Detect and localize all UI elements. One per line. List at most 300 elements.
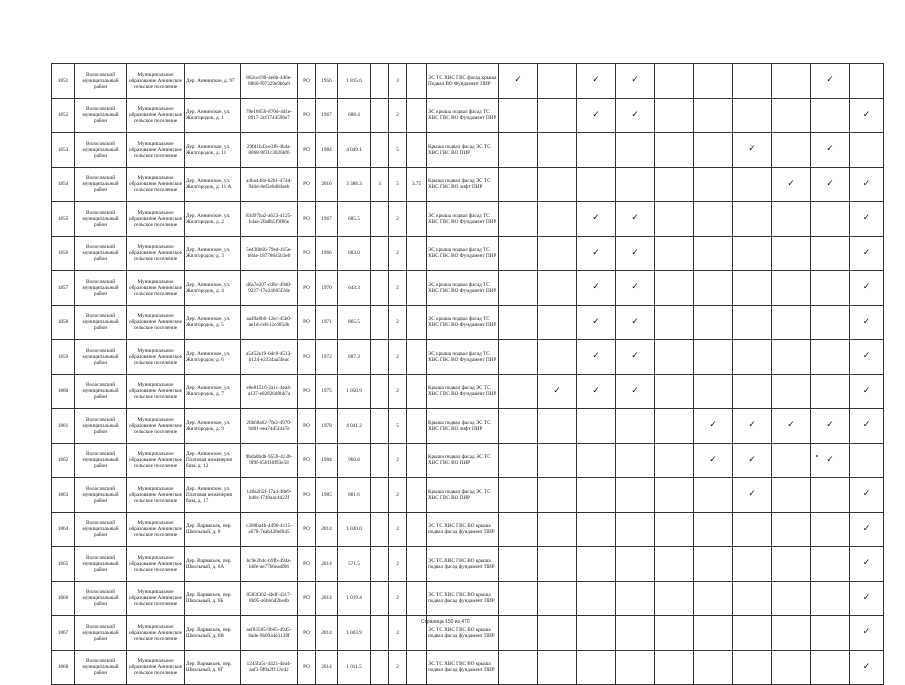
table-row xyxy=(52,650,884,685)
work-type-cell xyxy=(655,650,694,685)
area-cell: 643.3 xyxy=(338,271,371,306)
work-type-cell xyxy=(499,443,538,478)
work-type-cell xyxy=(850,202,884,237)
work-type-cell xyxy=(694,443,733,478)
checkmark-icon: ✓ xyxy=(592,351,600,362)
work-type-cell xyxy=(772,271,811,306)
coef-cell xyxy=(407,202,427,237)
work-type-cell xyxy=(655,167,694,202)
coef-cell xyxy=(407,581,427,616)
area-cell: 1 003.9 xyxy=(338,616,371,651)
work-type-cell xyxy=(655,202,694,237)
work-type-cell xyxy=(733,409,772,444)
guid-cell: c208ba4b-4d90-4115-a678-7eab428ef045 xyxy=(241,512,298,547)
coef-cell: 3.75 xyxy=(407,167,427,202)
work-type-cell xyxy=(616,650,655,685)
work-type-cell xyxy=(577,512,616,547)
table-row xyxy=(52,581,884,616)
area-cell: 1 020.0 xyxy=(338,512,371,547)
municipality-cell: Муниципальное образование Аннинское сельское поселение xyxy=(127,478,185,513)
work-type-cell xyxy=(811,271,850,306)
address-cell: Дер. Варвакъек, пер. Школьный, д. 8Г xyxy=(185,650,241,685)
area-cell: 4 041.2 xyxy=(338,409,371,444)
coef-cell xyxy=(407,443,427,478)
work-type-cell xyxy=(538,340,577,375)
work-type-cell xyxy=(772,236,811,271)
row-number: 1853 xyxy=(52,133,75,168)
checkmark-icon: ✓ xyxy=(862,627,871,638)
row-number: 1852 xyxy=(52,98,75,133)
work-type-cell xyxy=(538,616,577,651)
checkmark-icon: ✓ xyxy=(553,385,561,396)
floors-cell: 2 xyxy=(389,98,407,133)
address-cell: Дер. Аннинское, ул. Жилгородок, д. 11 xyxy=(185,133,241,168)
count-cell xyxy=(371,202,389,237)
municipality-cell: Муниципальное образование Аннинское сельское поселение xyxy=(127,547,185,582)
count-cell xyxy=(371,133,389,168)
work-type-cell xyxy=(499,409,538,444)
form-cell: РО xyxy=(298,512,316,547)
work-type-cell xyxy=(616,512,655,547)
checkmark-icon: ✓ xyxy=(862,351,871,362)
work-type-cell xyxy=(694,64,733,99)
work-type-cell xyxy=(772,581,811,616)
work-type-cell xyxy=(850,305,884,340)
form-cell: РО xyxy=(298,616,316,651)
floors-cell: 2 xyxy=(389,236,407,271)
guid-cell: a5452e19-6dc8-4513-b124-e2334aa5feac xyxy=(241,340,298,375)
work-type-cell xyxy=(499,478,538,513)
district-cell: Волосовский муниципальный район xyxy=(75,547,127,582)
works-cell: ЭС крыша подвал фасад ТС ХВС ГВС ВО Фундамент ПИР xyxy=(427,305,499,340)
table-row xyxy=(52,202,884,237)
floors-cell: 2 xyxy=(389,271,407,306)
district-cell: Волосовский муниципальный район xyxy=(75,236,127,271)
work-type-cell xyxy=(850,443,884,478)
work-type-cell xyxy=(733,443,772,478)
works-cell: ЭС крыша подвал фасад ТС ХВС ГВС ВО Фундамент ПИР xyxy=(427,236,499,271)
checkmark-icon: ✓ xyxy=(631,385,639,396)
works-cell: Крыша подвал фасад ЭС ТС ХВС ГВС ВО ПИР xyxy=(427,133,499,168)
row-number: 1857 xyxy=(52,271,75,306)
count-cell xyxy=(371,478,389,513)
work-type-cell xyxy=(772,512,811,547)
work-type-cell xyxy=(616,409,655,444)
checkmark-icon: ✓ xyxy=(862,316,871,327)
work-type-cell xyxy=(811,374,850,409)
work-type-cell xyxy=(811,133,850,168)
table-row xyxy=(52,236,884,271)
checkmark-icon: ✓ xyxy=(862,420,871,431)
area-cell: 683.0 xyxy=(338,236,371,271)
work-type-cell xyxy=(655,305,694,340)
municipality-cell: Муниципальное образование Аннинское сельское поселение xyxy=(127,616,185,651)
address-cell: Дер. Аннинское, ул. Жилгородок, д. 5 xyxy=(185,305,241,340)
district-cell: Волосовский муниципальный район xyxy=(75,202,127,237)
district-cell: Волосовский муниципальный район xyxy=(75,512,127,547)
work-type-cell xyxy=(811,305,850,340)
area-cell: 685.5 xyxy=(338,202,371,237)
count-cell xyxy=(371,340,389,375)
work-type-cell xyxy=(694,547,733,582)
floors-cell: 2 xyxy=(389,616,407,651)
work-type-cell xyxy=(655,236,694,271)
count-cell: 3 xyxy=(371,167,389,202)
work-type-cell xyxy=(733,98,772,133)
row-number: 1863 xyxy=(52,478,75,513)
work-type-cell xyxy=(616,202,655,237)
work-type-cell xyxy=(694,478,733,513)
work-type-cell xyxy=(733,167,772,202)
work-type-cell xyxy=(850,581,884,616)
guid-cell: 5e438b66-79ed-415e-b84e-18778645b3e0 xyxy=(241,236,298,271)
table-row xyxy=(52,340,884,375)
coef-cell xyxy=(407,305,427,340)
year-cell: 2016 xyxy=(316,167,338,202)
coef-cell xyxy=(407,409,427,444)
municipality-cell: Муниципальное образование Аннинское сельское поселение xyxy=(127,340,185,375)
count-cell xyxy=(371,409,389,444)
form-cell: РО xyxy=(298,650,316,685)
coef-cell xyxy=(407,478,427,513)
year-cell: 2014 xyxy=(316,547,338,582)
work-type-cell xyxy=(616,443,655,478)
row-number: 1854 xyxy=(52,167,75,202)
work-type-cell xyxy=(772,133,811,168)
checkmark-icon: ✓ xyxy=(514,75,522,86)
form-cell: РО xyxy=(298,271,316,306)
row-number: 1868 xyxy=(52,650,75,685)
work-type-cell xyxy=(850,478,884,513)
floors-cell: 3 xyxy=(389,64,407,99)
year-cell: 1970 xyxy=(316,271,338,306)
guid-cell: aef83585-9b05-4945-8ade-9b0944e1138f xyxy=(241,616,298,651)
table-row xyxy=(52,374,884,409)
checkmark-icon: ✓ xyxy=(631,247,639,258)
address-cell: Дер. Аннинское, ул. Жилгородок, д. 4 xyxy=(185,271,241,306)
work-type-cell xyxy=(499,581,538,616)
guid-cell: 20b68a62-7fe2-4970-9d01-eea74d5f447e xyxy=(241,409,298,444)
work-type-cell xyxy=(850,133,884,168)
form-cell: РО xyxy=(298,581,316,616)
address-cell: Дер. Аннинское, ул. Жилгородок, д. 11 А xyxy=(185,167,241,202)
work-type-cell xyxy=(538,374,577,409)
count-cell xyxy=(371,547,389,582)
work-type-cell xyxy=(616,581,655,616)
municipality-cell: Муниципальное образование Аннинское сельское поселение xyxy=(127,236,185,271)
year-cell: 1966 xyxy=(316,236,338,271)
works-cell: ЭС крыша подвал фасад ТС ХВС ГВС ВО Фундамент ПИР xyxy=(427,98,499,133)
guid-cell: bc9e2b4c-b9fb-494a-b6fe-ae77b6eadf06 xyxy=(241,547,298,582)
work-type-cell xyxy=(811,443,850,478)
checkmark-icon: ✓ xyxy=(592,247,600,258)
work-type-cell xyxy=(577,271,616,306)
form-cell: РО xyxy=(298,167,316,202)
checkmark-icon: ✓ xyxy=(748,454,756,465)
guid-cell: 78e18050-870d-4d1e-8917-2cf1744596e7 xyxy=(241,98,298,133)
address-cell: Дер. Варвакъек, пер. Школьный, д. 8Б xyxy=(185,581,241,616)
coef-cell xyxy=(407,374,427,409)
table-row xyxy=(52,98,884,133)
floors-cell: 2 xyxy=(389,478,407,513)
work-type-cell xyxy=(655,271,694,306)
work-type-cell xyxy=(616,64,655,99)
work-type-cell xyxy=(772,167,811,202)
work-type-cell xyxy=(616,340,655,375)
work-type-cell xyxy=(811,202,850,237)
municipality-cell: Муниципальное образование Аннинское сельское поселение xyxy=(127,581,185,616)
form-cell: РО xyxy=(298,478,316,513)
district-cell: Волосовский муниципальный район xyxy=(75,98,127,133)
work-type-cell xyxy=(499,133,538,168)
work-type-cell xyxy=(733,374,772,409)
work-type-cell xyxy=(772,340,811,375)
work-type-cell xyxy=(850,340,884,375)
work-type-cell xyxy=(694,581,733,616)
work-type-cell xyxy=(772,64,811,99)
table-row xyxy=(52,133,884,168)
table-row xyxy=(52,547,884,582)
address-cell: Дер. Аннинское, ул. Жилгородок, д. 1 xyxy=(185,98,241,133)
form-cell: РО xyxy=(298,443,316,478)
coef-cell xyxy=(407,98,427,133)
year-cell: 1967 xyxy=(316,98,338,133)
work-type-cell xyxy=(694,616,733,651)
checkmark-icon: ✓ xyxy=(748,144,756,155)
guid-cell: 83d97ba2-a623-4125-b4ae-20a8b5f9f86e xyxy=(241,202,298,237)
work-type-cell xyxy=(733,305,772,340)
checkmark-icon: ✓ xyxy=(592,316,600,327)
checkmark-icon: ✓ xyxy=(862,247,871,258)
row-number: 1864 xyxy=(52,512,75,547)
floors-cell: 5 xyxy=(389,167,407,202)
work-type-cell xyxy=(616,547,655,582)
work-type-cell xyxy=(850,409,884,444)
coef-cell xyxy=(407,340,427,375)
works-cell: ЭС ТС ХВС ГВС ВО крыша подвал фасад фундамент ПИР xyxy=(427,616,499,651)
form-cell: РО xyxy=(298,236,316,271)
checkmark-icon: ✓ xyxy=(631,213,639,224)
work-type-cell xyxy=(772,547,811,582)
floors-cell: 2 xyxy=(389,202,407,237)
work-type-cell xyxy=(577,547,616,582)
work-type-cell xyxy=(616,616,655,651)
work-type-cell xyxy=(694,133,733,168)
work-type-cell xyxy=(577,167,616,202)
area-cell: 960.8 xyxy=(338,443,371,478)
work-type-cell xyxy=(577,133,616,168)
work-type-cell xyxy=(694,340,733,375)
area-cell: 1 050.9 xyxy=(338,374,371,409)
row-number: 1865 xyxy=(52,547,75,582)
work-type-cell xyxy=(733,547,772,582)
checkmark-icon: ✓ xyxy=(592,213,600,224)
work-type-cell xyxy=(499,236,538,271)
work-type-cell xyxy=(538,478,577,513)
address-cell: Дер. Варвакъек, пер. Школьный, д. 8 xyxy=(185,512,241,547)
count-cell xyxy=(371,64,389,99)
checkmark-icon: ✓ xyxy=(631,109,639,120)
row-number: 1856 xyxy=(52,236,75,271)
row-number: 1860 xyxy=(52,374,75,409)
floors-cell: 2 xyxy=(389,374,407,409)
work-type-cell xyxy=(850,650,884,685)
work-type-cell xyxy=(733,236,772,271)
floors-cell: 2 xyxy=(389,547,407,582)
address-cell: Дер. Аннинское, ул. Жилгородок, д. 3 xyxy=(185,236,241,271)
district-cell: Волосовский муниципальный район xyxy=(75,167,127,202)
form-cell: РО xyxy=(298,409,316,444)
form-cell: РО xyxy=(298,133,316,168)
municipality-cell: Муниципальное образование Аннинское сельское поселение xyxy=(127,650,185,685)
address-cell: Дер. Аннинское, ул. Жилгородок, д. 2 xyxy=(185,202,241,237)
work-type-cell xyxy=(811,98,850,133)
form-cell: РО xyxy=(298,547,316,582)
guid-cell: a4ba448a-b2b1-474d-9a0d-8ef2e6d84aeb xyxy=(241,167,298,202)
work-type-cell xyxy=(733,512,772,547)
coef-cell xyxy=(407,512,427,547)
row-number: 1862 xyxy=(52,443,75,478)
table-row xyxy=(52,305,884,340)
year-cell: 2014 xyxy=(316,616,338,651)
work-type-cell xyxy=(694,202,733,237)
checkmark-icon: ✓ xyxy=(862,558,871,569)
municipality-cell: Муниципальное образование Аннинское сельское поселение xyxy=(127,305,185,340)
work-type-cell xyxy=(733,64,772,99)
coef-cell xyxy=(407,650,427,685)
area-cell: 571.5 xyxy=(338,547,371,582)
work-type-cell xyxy=(499,340,538,375)
work-type-cell xyxy=(616,305,655,340)
checkmark-icon: ✓ xyxy=(709,454,717,465)
work-type-cell xyxy=(772,650,811,685)
works-cell: Крыша подвал фасад ЭС ТС ХВС ГВС ВО лифт ПИР xyxy=(427,167,499,202)
count-cell xyxy=(371,305,389,340)
works-cell: ЭС ТС ХВС ГВС ВО крыша подвал фасад фундамент ПИР xyxy=(427,581,499,616)
work-type-cell xyxy=(772,374,811,409)
work-type-cell xyxy=(811,512,850,547)
work-type-cell xyxy=(499,271,538,306)
work-type-cell xyxy=(538,133,577,168)
work-type-cell xyxy=(499,650,538,685)
year-cell: 1978 xyxy=(316,409,338,444)
municipality-cell: Муниципальное образование Аннинское сельское поселение xyxy=(127,443,185,478)
address-cell: Дер. Варвакъек, пер. Школьный, д. 8А xyxy=(185,547,241,582)
work-type-cell xyxy=(694,236,733,271)
row-number: 1866 xyxy=(52,581,75,616)
work-type-cell xyxy=(811,581,850,616)
area-cell: 887.3 xyxy=(338,340,371,375)
area-cell: 1 019.4 xyxy=(338,581,371,616)
work-type-cell xyxy=(499,547,538,582)
works-cell: Крыша подвал фасад ЭС ТС ХВС ГВС ВО лифт ПИР xyxy=(427,409,499,444)
row-number: 1859 xyxy=(52,340,75,375)
work-type-cell xyxy=(772,98,811,133)
work-type-cell xyxy=(850,374,884,409)
count-cell xyxy=(371,512,389,547)
guid-cell: 140a2b5f-17a4-48e9-b48c-f749aac4d22f xyxy=(241,478,298,513)
district-cell: Волосовский муниципальный район xyxy=(75,616,127,651)
year-cell: 2014 xyxy=(316,650,338,685)
work-type-cell xyxy=(733,650,772,685)
work-type-cell xyxy=(772,616,811,651)
address-cell: Дер. Аннинское, ул. Жилгородок, д. 6 xyxy=(185,340,241,375)
work-type-cell xyxy=(811,547,850,582)
floors-cell: 5 xyxy=(389,133,407,168)
row-number: 1867 xyxy=(52,616,75,651)
form-cell: РО xyxy=(298,202,316,237)
year-cell: 1971 xyxy=(316,305,338,340)
work-type-cell xyxy=(772,443,811,478)
year-cell: 1984 xyxy=(316,443,338,478)
year-cell: 1975 xyxy=(316,374,338,409)
count-cell xyxy=(371,443,389,478)
work-type-cell xyxy=(616,167,655,202)
work-type-cell xyxy=(811,167,850,202)
work-type-cell xyxy=(772,409,811,444)
year-cell: 1956 xyxy=(316,64,338,99)
area-cell: 865.5 xyxy=(338,305,371,340)
row-number: 1855 xyxy=(52,202,75,237)
guid-cell: 1245fa5c-4421-4ea4-aaf3-9f0a2f112e42 xyxy=(241,650,298,685)
work-type-cell xyxy=(811,409,850,444)
floors-cell: 5 xyxy=(389,409,407,444)
form-cell: РО xyxy=(298,305,316,340)
address-cell: Дер. Аннинское, ул. Платовая инженерия база, д. 17 xyxy=(185,478,241,513)
work-type-cell xyxy=(811,650,850,685)
guid-cell: e8e81516-2a1c-4ea4-a137-e02826d8bb7a xyxy=(241,374,298,409)
floors-cell: 2 xyxy=(389,305,407,340)
register-table xyxy=(51,63,884,685)
work-type-cell xyxy=(655,616,694,651)
works-cell: ЭС ТС ХВС ГВС ВО крыша подвал фасад фундамент ПИР xyxy=(427,547,499,582)
scan-speck xyxy=(816,455,818,457)
work-type-cell xyxy=(577,409,616,444)
checkmark-icon: ✓ xyxy=(592,75,600,86)
checkmark-icon: ✓ xyxy=(631,316,639,327)
work-type-cell xyxy=(694,167,733,202)
address-cell: Дер. Аннинское, ул. Платовая инженерия база, д. 12 xyxy=(185,443,241,478)
address-cell: Дер. Аннинское, ул. Жилгородок, д. 7 xyxy=(185,374,241,409)
municipality-cell: Муниципальное образование Аннинское сельское поселение xyxy=(127,409,185,444)
work-type-cell xyxy=(616,236,655,271)
work-type-cell xyxy=(694,512,733,547)
checkmark-icon: ✓ xyxy=(748,420,756,431)
municipality-cell: Муниципальное образование Аннинское сельское поселение xyxy=(127,98,185,133)
count-cell xyxy=(371,650,389,685)
area-cell: 1 011.5 xyxy=(338,650,371,685)
works-cell: Крыша подвал фасад ЭС ТС ХВС ГВС ВО ПИР xyxy=(427,443,499,478)
checkmark-icon: ✓ xyxy=(862,592,871,603)
year-cell: 1972 xyxy=(316,340,338,375)
work-type-cell xyxy=(577,98,616,133)
area-cell: 688.4 xyxy=(338,98,371,133)
checkmark-icon: ✓ xyxy=(787,420,795,431)
checkmark-icon: ✓ xyxy=(826,144,834,155)
work-type-cell xyxy=(655,581,694,616)
district-cell: Волосовский муниципальный район xyxy=(75,478,127,513)
work-type-cell xyxy=(733,340,772,375)
floors-cell: 2 xyxy=(389,340,407,375)
work-type-cell xyxy=(538,443,577,478)
table-row xyxy=(52,271,884,306)
guid-cell: aa49a8b6-12ec-45b0-ae1d-cefe12c685db xyxy=(241,305,298,340)
checkmark-icon: ✓ xyxy=(862,213,871,224)
year-cell: 1967 xyxy=(316,202,338,237)
work-type-cell xyxy=(850,167,884,202)
district-cell: Волосовский муниципальный район xyxy=(75,409,127,444)
work-type-cell xyxy=(811,616,850,651)
